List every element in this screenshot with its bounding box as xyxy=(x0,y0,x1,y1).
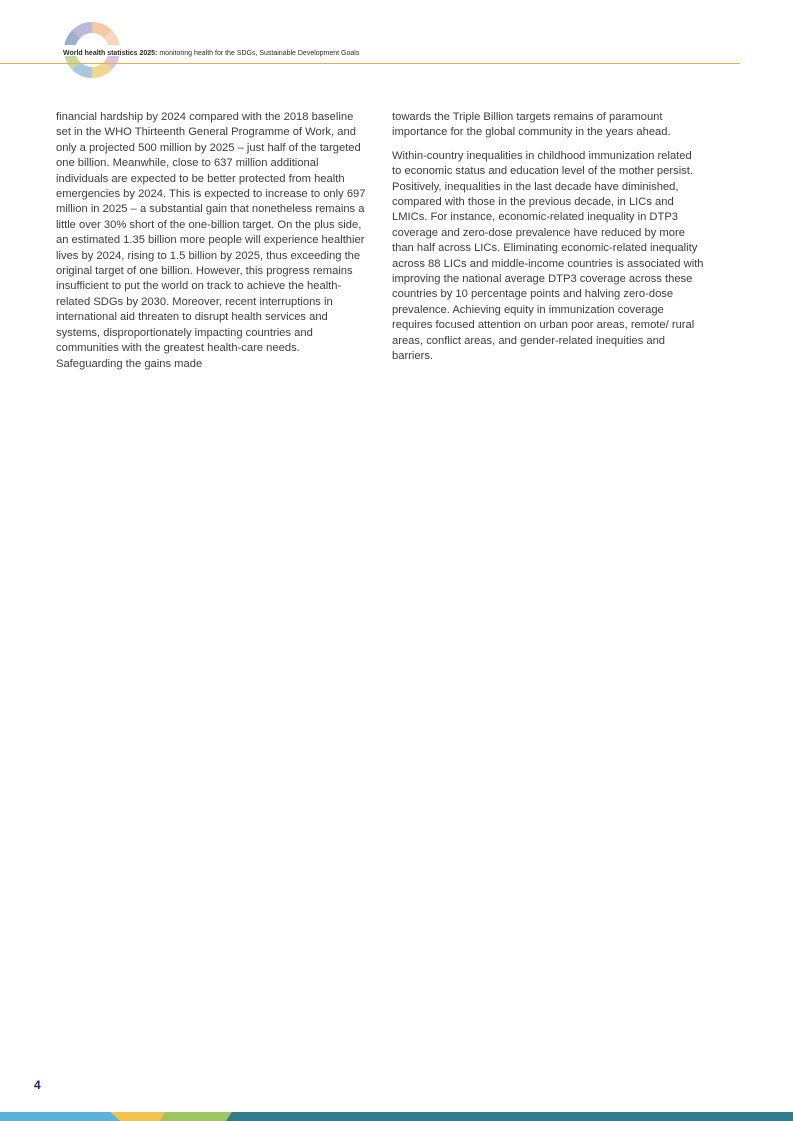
running-header xyxy=(63,49,359,59)
paragraph: financial hardship by 2024 compared with the 2018 baseline set in the WHO Thirteenth General Programme of Work, and only a projected 500 million by 2025 – just half of the targeted one billion. Meanwhile, close to 637 million additional individuals are expected to be better protected from health emergencies by 2024. This is expected to increase to only 697 million in 2025 – a substantial gain that nonetheless remains a little over 30% short of the one-billion target. On the plus side, an estimated 1.35 billion more people will experience healthier lives by 2024, rising to 1.5 billion by 2025, thus exceeding the original target of one billion. However, this progress remains insufficient to put the world on track to achieve the health-related SDGs by 2030. Moreover, recent interruptions in international aid threaten to disrupt health services and systems, disproportionately impacting countries and communities with the greatest health-care needs. Safeguarding the gains made xyxy=(56,111,366,370)
page-number: 4 xyxy=(34,1078,41,1092)
left-column xyxy=(56,110,368,372)
paragraph: towards the Triple Billion targets remains of paramount importance for the global community in the years ahead. xyxy=(392,111,671,139)
header-rule xyxy=(0,63,740,64)
right-column xyxy=(392,110,704,365)
footer-color-band xyxy=(0,1112,793,1121)
report-title: World health statistics 2025: xyxy=(63,50,158,57)
report-subtitle: monitoring health for the SDGs, Sustainable Development Goals xyxy=(157,50,360,57)
paragraph: Within-country inequalities in childhood immunization related to economic status and education level of the mother persist. Positively, inequalities in the last decade have diminished, compared with those in the previous decade, in LICs and LMICs. For instance, economic-related inequality in DTP3 coverage and zero-dose prevalence have reduced by more than half across LICs. Eliminating economic-related inequality across 88 LICs and middle-income countries is associated with improving the national average DTP3 coverage across these countries by 10 percentage points and halving zero-dose prevalence. Achieving equity in immunization coverage requires focused attention on urban poor areas, remote/ rural areas, conflict areas, and gender-related inequities and barriers. xyxy=(392,149,704,363)
